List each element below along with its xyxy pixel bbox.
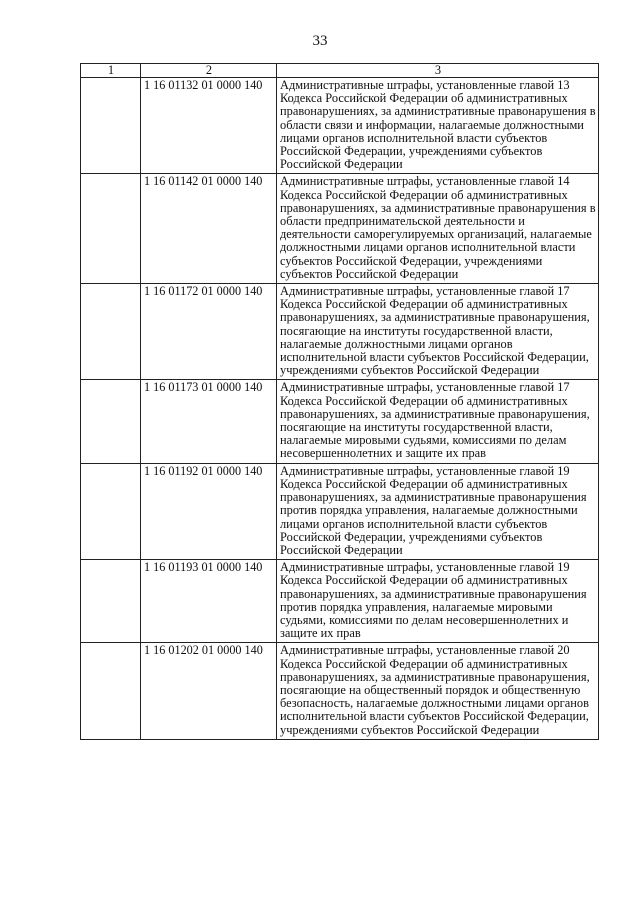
budget-code-cell: 1 16 01173 01 0000 140 xyxy=(141,380,277,463)
description-cell: Административные штрафы, установленные главой 17 Кодекса Российской Федерации об административных правонарушениях, за административные правонарушения, посягающие на институты государственной власти, налагаемые мировыми судьями, комиссиями по делам несовершеннолетних и защите их прав xyxy=(277,380,599,463)
description-cell: Административные штрафы, установленные главой 19 Кодекса Российской Федерации об административных правонарушениях, за административные правонарушения против порядка управления, налагаемые мировыми судьями, комиссиями по делам несовершеннолетних и защите их прав xyxy=(277,560,599,643)
row-column-1-cell xyxy=(81,643,141,739)
table-row xyxy=(81,463,599,559)
table-header-row xyxy=(81,64,599,78)
budget-code-cell: 1 16 01132 01 0000 140 xyxy=(141,78,277,174)
budget-code-cell: 1 16 01192 01 0000 140 xyxy=(141,463,277,559)
description-cell: Административные штрафы, установленные главой 20 Кодекса Российской Федерации об административных правонарушениях, за административные правонарушения, посягающие на общественный порядок и общественную безопасность, налагаемые должностными лицами органов исполнительной власти субъектов Российской Федерации, учреждениями субъектов Российской Федерации xyxy=(277,643,599,739)
column-number-1: 1 xyxy=(81,64,141,78)
row-column-1-cell xyxy=(81,284,141,380)
table-row xyxy=(81,380,599,463)
column-number-2: 2 xyxy=(141,64,277,78)
description-cell: Административные штрафы, установленные главой 14 Кодекса Российской Федерации об административных правонарушениях, за административные правонарушения в области предпринимательской деятельности и деятельности саморегулируемых организаций, налагаемые должностными лицами органов исполнительной власти субъектов Российской Федерации, учреждениями субъектов Российской Федерации xyxy=(277,174,599,284)
row-column-1-cell xyxy=(81,174,141,284)
budget-code-cell: 1 16 01202 01 0000 140 xyxy=(141,643,277,739)
column-number-3: 3 xyxy=(277,64,599,78)
table-row xyxy=(81,284,599,380)
row-column-1-cell xyxy=(81,78,141,174)
page-number: 33 xyxy=(312,33,328,49)
row-column-1-cell xyxy=(81,463,141,559)
budget-classification-table xyxy=(80,63,599,740)
table-row xyxy=(81,78,599,174)
budget-code-cell: 1 16 01193 01 0000 140 xyxy=(141,560,277,643)
budget-code-cell: 1 16 01172 01 0000 140 xyxy=(141,284,277,380)
description-cell: Административные штрафы, установленные главой 19 Кодекса Российской Федерации об административных правонарушениях, за административные правонарушения против порядка управления, налагаемые должностными лицами органов исполнительной власти субъектов Российской Федерации, учреждениями субъектов Российской Федерации xyxy=(277,463,599,559)
description-cell: Административные штрафы, установленные главой 17 Кодекса Российской Федерации об административных правонарушениях, за административные правонарушения, посягающие на институты государственной власти, налагаемые должностными лицами органов исполнительной власти субъектов Российской Федерации, учреждениями субъектов Российской Федерации xyxy=(277,284,599,380)
description-cell: Административные штрафы, установленные главой 13 Кодекса Российской Федерации об административных правонарушениях, за административные правонарушения в области связи и информации, налагаемые должностными лицами органов исполнительной власти субъектов Российской Федерации, учреждениями субъектов Российской Федерации xyxy=(277,78,599,174)
row-column-1-cell xyxy=(81,560,141,643)
table-row xyxy=(81,643,599,739)
table-row xyxy=(81,560,599,643)
budget-code-cell: 1 16 01142 01 0000 140 xyxy=(141,174,277,284)
table-row xyxy=(81,174,599,284)
row-column-1-cell xyxy=(81,380,141,463)
